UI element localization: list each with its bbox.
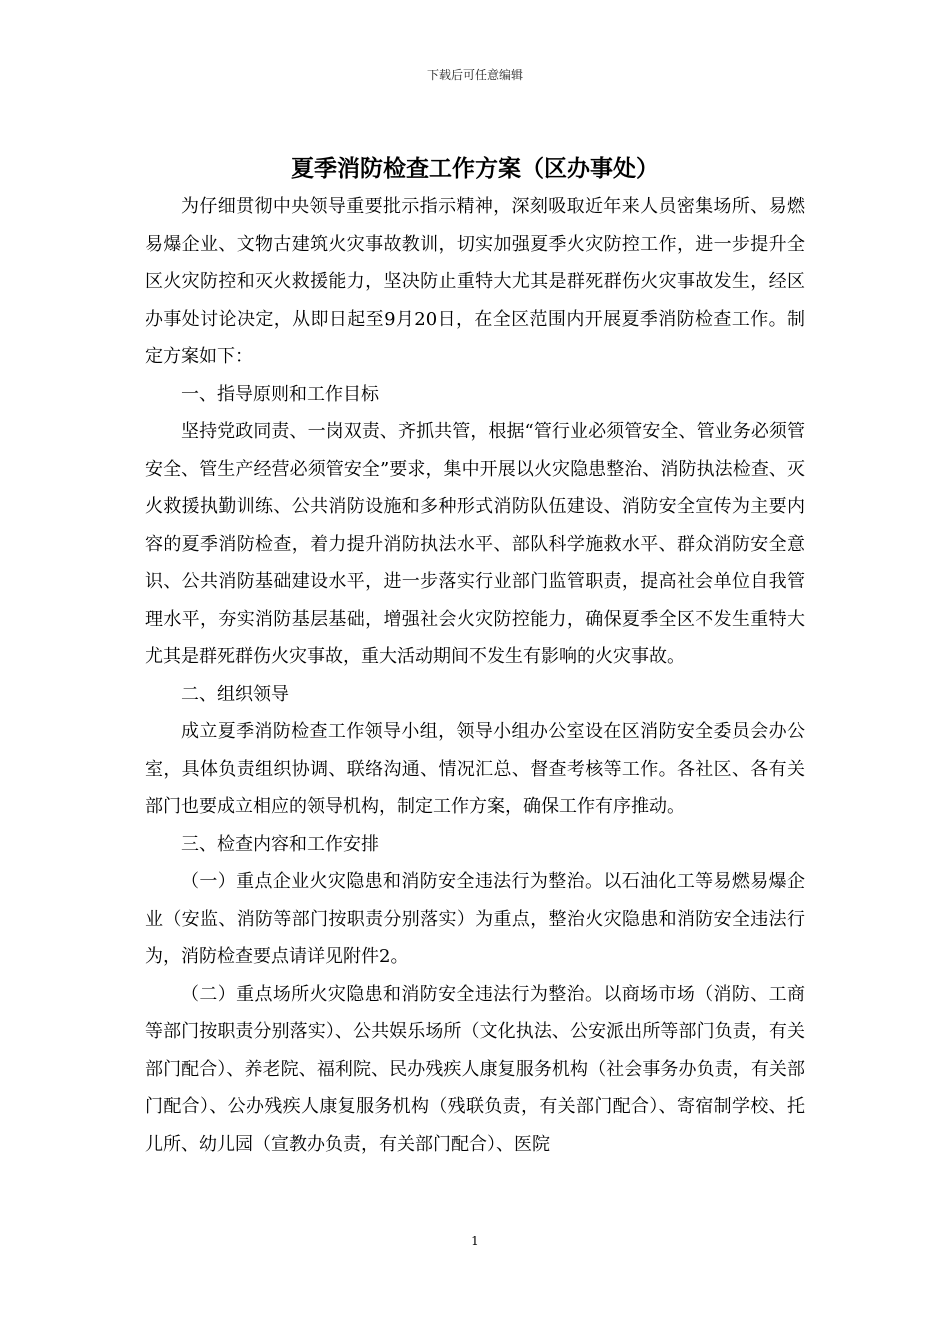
section-heading-2: 二、组织领导 <box>181 683 289 705</box>
document-body <box>145 188 805 1163</box>
section-1-paragraph: 坚持党政同责、一岗双责、齐抓共管，根据“管行业必须管安全、管业务必须管安全、管生产经营必须管安全”要求，集中开展以火灾隐患整治、消防执法检查、灭火救援执勤训练、公共消防设施和多种形式消防队伍建设、消防安全宣传为主要内容的夏季消防检查，着力提升消防执法水平、部队科学施救水平、群众消防安全意识、公共消防基础建设水平，进一步落实行业部门监管职责，提高社会单位自我管理水平，夯实消防基层基础，增强社会火灾防控能力，确保夏季全区不发生重特大尤其是群死群伤火灾事故，重大活动期间不发生有影响的火灾事故。 <box>145 421 805 667</box>
section-2-paragraph: 成立夏季消防检查工作领导小组，领导小组办公室设在区消防安全委员会办公室，具体负责组织协调、联络沟通、情况汇总、督查考核等工作。各社区、各有关部门也要成立相应的领导机构，制定工作方案，确保工作有序推动。 <box>145 721 805 817</box>
section-3-item-2: （二）重点场所火灾隐患和消防安全违法行为整治。以商场市场（消防、工商等部门按职责分别落实）、公共娱乐场所（文化执法、公安派出所等部门负责，有关部门配合）、养老院、福利院、民办残疾人康复服务机构（社会事务办负责，有关部门配合）、公办残疾人康复服务机构（残联负责，有关部门配合）、寄宿制学校、托儿所、幼儿园（宣教办负责，有关部门配合）、医院 <box>145 983 805 1155</box>
section-heading-1: 一、指导原则和工作目标 <box>181 383 379 405</box>
document-title: 夏季消防检查工作方案（区办事处） <box>291 156 659 182</box>
section-3-item-1: （一）重点企业火灾隐患和消防安全违法行为整治。以石油化工等易燃易爆企业（安监、消防等部门按职责分别落实）为重点，整治火灾隐患和消防安全违法行为，消防检查要点请详见附件2。 <box>145 871 805 967</box>
section-heading-3: 三、检查内容和工作安排 <box>181 833 379 855</box>
page-number: 1 <box>471 1234 479 1248</box>
intro-paragraph: 为仔细贯彻中央领导重要批示指示精神，深刻吸取近年来人员密集场所、易燃易爆企业、文物古建筑火灾事故教训，切实加强夏季火灾防控工作，进一步提升全区火灾防控和灭火救援能力，坚决防止重特大尤其是群死群伤火灾事故发生，经区办事处讨论决定，从即日起至9月20日，在全区范围内开展夏季消防检查工作。制定方案如下： <box>145 196 805 367</box>
header-note: 下载后可任意编辑 <box>426 68 523 82</box>
